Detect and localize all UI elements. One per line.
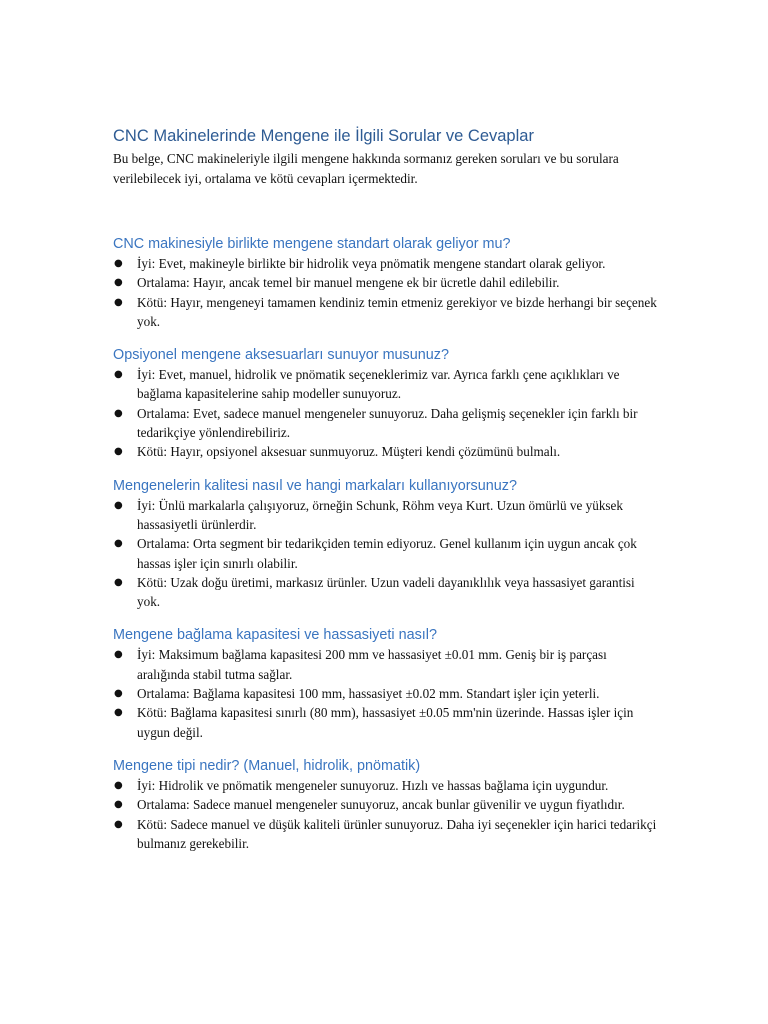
bullet-icon: ●	[114, 499, 123, 511]
answer-text: Ortalama: Sadece manuel mengeneler sunuyoruz, ancak bunlar güvenilir ve uygun fiyatlıdır.	[137, 797, 625, 813]
section-capacity-precision	[113, 625, 661, 741]
answer-bad	[113, 573, 661, 612]
answer-list	[113, 254, 661, 331]
bullet-icon: ●	[114, 446, 123, 458]
answer-list	[113, 496, 661, 612]
bullet-icon: ●	[114, 407, 123, 419]
answer-average	[113, 534, 661, 573]
bullet-icon: ●	[114, 688, 123, 700]
bullet-icon: ●	[114, 576, 123, 588]
answer-text: Kötü: Sadece manuel ve düşük kaliteli ürünler sunuyoruz. Daha iyi seçenekler için harici tedarikçi bulmanız gerekebilir.	[137, 816, 657, 851]
section-heading: Mengene tipi nedir? (Manuel, hidrolik, pnömatik)	[113, 757, 421, 774]
bullet-icon: ●	[114, 538, 123, 550]
answer-text: Kötü: Uzak doğu üretimi, markasız ürünler. Uzun vadeli dayanıklılık veya hassasiyet garantisi yok.	[137, 574, 635, 610]
answer-good	[113, 365, 661, 404]
answer-good	[113, 776, 661, 795]
section-standard-vise	[113, 234, 661, 331]
section-heading: CNC makinesiyle birlikte mengene standart olarak geliyor mu?	[113, 236, 511, 252]
answer-text: Ortalama: Bağlama kapasitesi 100 mm, hassasiyet ±0.02 mm. Standart işler için yeterli.	[137, 686, 600, 702]
answer-bad	[113, 815, 661, 854]
answer-bad	[113, 703, 661, 742]
answer-text: Kötü: Hayır, opsiyonel aksesuar sunmuyoruz. Müşteri kendi çözümünü bulmalı.	[137, 444, 561, 460]
answer-bad	[113, 293, 661, 332]
answer-text: İyi: Evet, manuel, hidrolik ve pnömatik seçeneklerimiz var. Ayrıca farklı çene açıklıkları ve bağlama kapasitelerine sahip modeller sunuyoruz.	[137, 367, 620, 402]
answer-text: Kötü: Hayır, mengeneyi tamamen kendiniz temin etmeniz gerekiyor ve bizde herhangi bir seçenek yok.	[137, 294, 657, 329]
document-title: CNC Makinelerinde Mengene ile İlgili Sorular ve Cevaplar	[113, 127, 534, 145]
bullet-icon: ●	[114, 649, 123, 661]
answer-text: İyi: Hidrolik ve pnömatik mengeneler sunuyoruz. Hızlı ve hassas bağlama için uygundur.	[137, 777, 609, 793]
bullet-icon: ●	[114, 277, 123, 289]
bullet-icon: ●	[114, 258, 123, 269]
answer-text: İyi: Ünlü markalarla çalışıyoruz, örneğin Schunk, Röhm veya Kurt. Uzun ömürlü ve yüksek hassasiyetli ürünlerdir.	[137, 497, 623, 532]
bullet-icon: ●	[114, 818, 123, 830]
section-heading: Opsiyonel mengene aksesuarları sunuyor musunuz?	[113, 347, 449, 364]
section-heading: Mengenelerin kalitesi nasıl ve hangi markaları kullanıyorsunuz?	[113, 477, 517, 494]
answer-text: Kötü: Bağlama kapasitesi sınırlı (80 mm), hassasiyet ±0.05 mm'nin üzerinde. Hassas işler için uygun değil.	[137, 705, 634, 740]
bullet-icon: ●	[114, 296, 123, 308]
answer-good	[113, 254, 661, 273]
document-intro: Bu belge, CNC makineleriyle ilgili mengene hakkında sormanız gereken soruları ve bu sorulara verilebilecek iyi, ortalama ve kötü cevapları içermektedir.	[113, 151, 619, 186]
answer-text: Ortalama: Hayır, ancak temel bir manuel mengene ek bir ücretle dahil edilebilir.	[137, 275, 560, 291]
bullet-icon: ●	[114, 707, 123, 719]
section-vise-type	[113, 756, 661, 853]
bullet-icon: ●	[114, 799, 123, 811]
answer-good	[113, 496, 661, 535]
answer-text: Ortalama: Orta segment bir tedarikçiden temin ediyoruz. Genel kullanım için uygun ancak çok hassas işler için sınırlı olabilir.	[137, 536, 637, 571]
answer-list	[113, 776, 661, 853]
answer-average	[113, 404, 661, 443]
answer-average	[113, 273, 661, 292]
bullet-icon: ●	[114, 369, 123, 381]
section-optional-accessories	[113, 345, 661, 461]
answer-list	[113, 645, 661, 741]
answer-list	[113, 365, 661, 461]
document-page	[113, 120, 661, 853]
bullet-icon: ●	[114, 779, 123, 791]
answer-average	[113, 684, 661, 703]
section-quality-brands	[113, 476, 661, 612]
answer-good	[113, 645, 661, 684]
answer-bad	[113, 442, 661, 461]
answer-text: Ortalama: Evet, sadece manuel mengeneler sunuyoruz. Daha gelişmiş seçenekler için farklı bir tedarikçiye yönlendirebiliriz.	[137, 405, 638, 441]
answer-text: İyi: Maksimum bağlama kapasitesi 200 mm ve hassasiyet ±0.01 mm. Geniş bir iş parçası aralığında stabil tutma sağlar.	[137, 647, 607, 682]
answer-average	[113, 795, 661, 814]
section-heading: Mengene bağlama kapasitesi ve hassasiyeti nasıl?	[113, 627, 437, 644]
answer-text: İyi: Evet, makineyle birlikte bir hidrolik veya pnömatik mengene standart olarak geliyor.	[137, 256, 606, 271]
